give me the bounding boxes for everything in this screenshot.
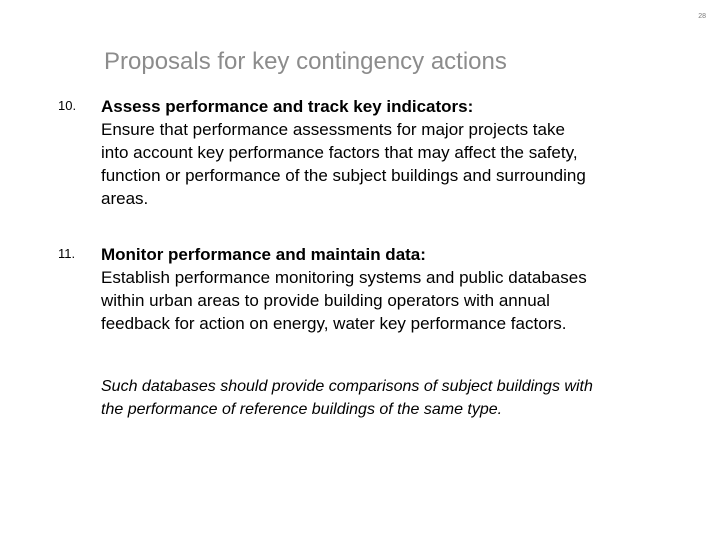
item-text-line: Ensure that performance assessments for major projects take: [101, 120, 565, 139]
item-heading: Assess performance and track key indicators:: [101, 97, 474, 116]
item-number: 10.: [58, 98, 77, 113]
item-heading: Monitor performance and maintain data:: [101, 245, 426, 264]
list-item: [58, 243, 698, 335]
list-item: [58, 95, 698, 210]
item-text-line: function or performance of the subject buildings and surrounding: [101, 166, 586, 185]
item-number: 11.: [58, 246, 76, 261]
note-line: Such databases should provide comparisons of subject buildings with: [101, 378, 593, 395]
slide-title: Proposals for key contingency actions: [104, 48, 507, 75]
item-text-line: Establish performance monitoring systems and public databases: [101, 268, 587, 287]
note-text: [101, 375, 701, 421]
page-number: 28: [698, 13, 706, 20]
item-text-line: into account key performance factors that may affect the safety,: [101, 143, 578, 162]
item-body: [101, 95, 698, 210]
item-text-line: areas.: [101, 189, 149, 208]
item-text-line: feedback for action on energy, water key performance factors.: [101, 314, 567, 333]
item-body: [101, 243, 698, 335]
note-line: the performance of reference buildings of the same type.: [101, 401, 503, 418]
item-text-line: within urban areas to provide building operators with annual: [101, 291, 550, 310]
